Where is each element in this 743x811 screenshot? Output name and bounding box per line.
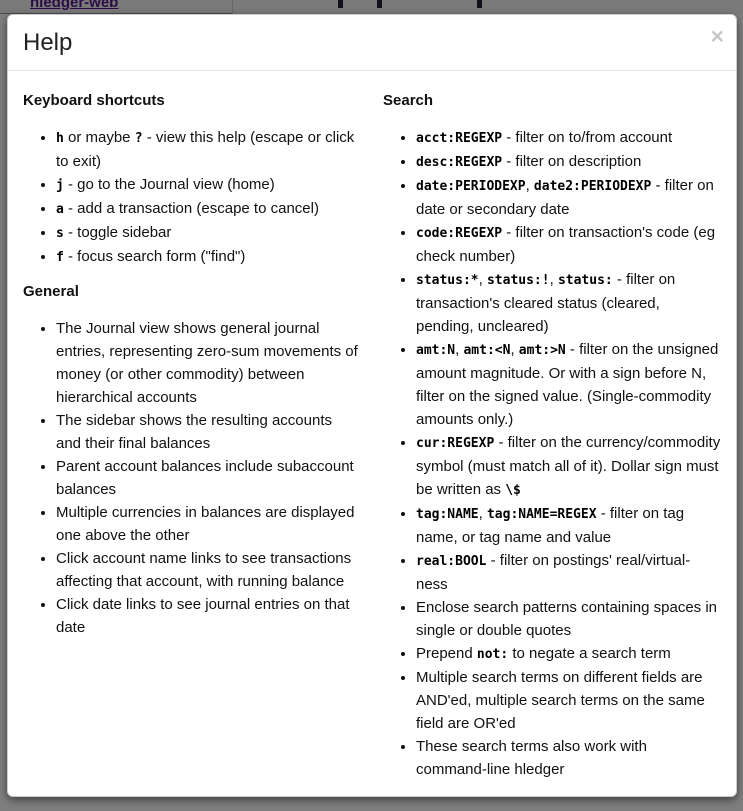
- help-column-right: [383, 86, 721, 781]
- help-list: [23, 126, 361, 269]
- help-item: • Prepend not: to negate a search term: [416, 642, 721, 666]
- code-term: \$: [505, 483, 521, 498]
- help-column-left: [23, 86, 361, 781]
- help-item: • f - focus search form ("find"): [56, 245, 361, 269]
- code-term: date2:PERIODEXP: [533, 179, 652, 194]
- code-term: j: [56, 178, 64, 193]
- help-list: [383, 126, 721, 781]
- close-icon[interactable]: ×: [710, 23, 724, 49]
- code-term: acct:REGEXP: [416, 131, 503, 146]
- code-term: date:PERIODEXP: [416, 179, 526, 194]
- help-item: • amt:N, amt:<N, amt:>N - filter on the unsigned amount magnitude. Or with a sign before N, filter on the signed value. (Single-commodity amounts only.): [416, 338, 721, 431]
- help-item: • Enclose search patterns containing spaces in single or double quotes: [416, 596, 721, 642]
- help-item: • Multiple search terms on different fields are AND'ed, multiple search terms on the same field are OR'ed: [416, 666, 721, 735]
- code-term: h: [56, 131, 64, 146]
- help-section: [383, 92, 721, 781]
- help-item: • a - add a transaction (escape to cancel): [56, 197, 361, 221]
- section-heading: Keyboard shortcuts: [23, 92, 165, 109]
- code-term: amt:<N: [463, 343, 511, 358]
- help-item: • desc:REGEXP - filter on description: [416, 150, 721, 174]
- help-item: • h or maybe ? - view this help (escape or click to exit): [56, 126, 361, 173]
- code-term: tag:NAME=REGEX: [486, 507, 597, 522]
- modal-body: [8, 71, 736, 781]
- code-term: cur:REGEXP: [416, 436, 495, 451]
- code-term: s: [56, 226, 64, 241]
- code-term: tag:NAME: [416, 507, 479, 522]
- modal-header: [8, 15, 736, 71]
- code-term: amt:>N: [518, 343, 566, 358]
- code-term: status:!: [486, 273, 550, 288]
- section-heading: Search: [383, 92, 434, 109]
- help-item: • Click account name links to see transactions affecting that account, with running balance: [56, 547, 361, 593]
- help-item: • Click date links to see journal entries on that date: [56, 593, 361, 639]
- help-list: [23, 317, 361, 639]
- help-item: • The Journal view shows general journal entries, representing zero-sum movements of money (or other commodity) between hierarchical accounts: [56, 317, 361, 409]
- code-term: real:BOOL: [416, 554, 487, 569]
- code-term: desc:REGEXP: [416, 155, 503, 170]
- help-item: • The sidebar shows the resulting accounts and their final balances: [56, 409, 361, 455]
- code-term: status:*: [416, 273, 479, 288]
- help-item: • These search terms also work with command-line hledger: [416, 735, 721, 781]
- help-item: • code:REGEXP - filter on transaction's code (eg check number): [416, 221, 721, 268]
- help-section: [23, 92, 361, 269]
- help-item: • acct:REGEXP - filter on to/from account: [416, 126, 721, 150]
- help-item: • Multiple currencies in balances are displayed one above the other: [56, 501, 361, 547]
- code-term: amt:N: [416, 343, 456, 358]
- code-term: ?: [134, 131, 143, 146]
- help-item: • s - toggle sidebar: [56, 221, 361, 245]
- code-term: status:: [557, 273, 613, 288]
- section-heading: General: [23, 283, 79, 300]
- help-item: • status:*, status:!, status: - filter on transaction's cleared status (cleared, pending, uncleared): [416, 268, 721, 338]
- help-section: [23, 283, 361, 639]
- modal-title: Help: [23, 29, 73, 56]
- code-term: f: [56, 250, 64, 265]
- code-term: not:: [476, 647, 509, 662]
- help-item: • real:BOOL - filter on postings' real/virtual-ness: [416, 549, 721, 596]
- help-item: • cur:REGEXP - filter on the currency/commodity symbol (must match all of it). Dollar sign must be written as \$: [416, 431, 721, 502]
- help-modal: [7, 14, 737, 797]
- help-item: • Parent account balances include subaccount balances: [56, 455, 361, 501]
- code-term: code:REGEXP: [416, 226, 503, 241]
- help-item: • date:PERIODEXP, date2:PERIODEXP - filter on date or secondary date: [416, 174, 721, 221]
- help-item: • tag:NAME, tag:NAME=REGEX - filter on tag name, or tag name and value: [416, 502, 721, 549]
- code-term: a: [56, 202, 64, 217]
- help-item: • j - go to the Journal view (home): [56, 173, 361, 197]
